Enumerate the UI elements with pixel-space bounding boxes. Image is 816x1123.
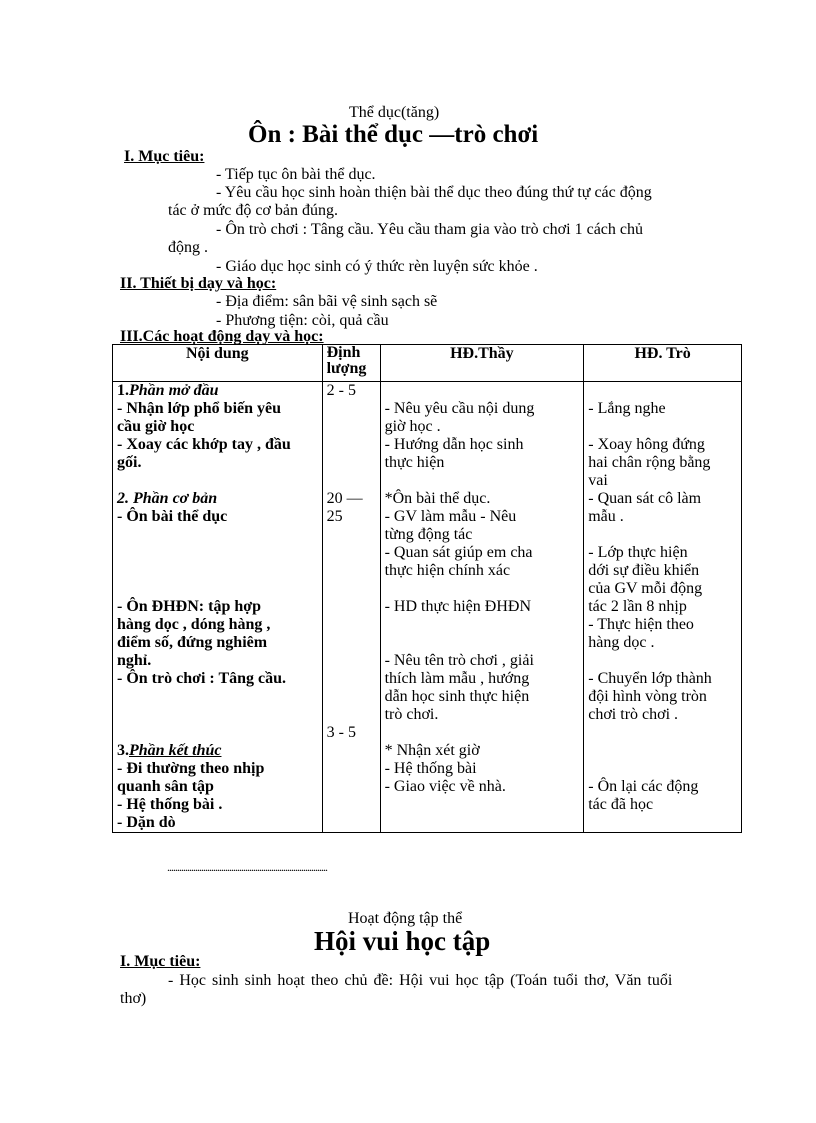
hd-thay-line: [385, 382, 580, 400]
muc-tieu-line-6: - Giáo dục học sinh có ý thức rèn luyện sức khỏe .: [216, 258, 538, 275]
dinh-luong-line: 20 —: [326, 490, 363, 507]
lesson-plan-table: [112, 344, 742, 833]
hd-tro-line: - Chuyển lớp thành: [588, 670, 712, 687]
hd-thay-line: - Quan sát giúp em cha: [384, 544, 533, 561]
hd-tro-line: dới sự điều khiển: [588, 562, 700, 579]
noi-dung-line: quanh sân tập: [117, 778, 214, 795]
noi-dung-line: - Hệ thống bài .: [117, 796, 223, 813]
cell-dinh-luong: [322, 382, 380, 833]
dinh-luong-line: [327, 472, 376, 490]
hd-thay-line: thực hiện chính xác: [384, 562, 511, 579]
noi-dung-line: điểm số, đứng nghiêm: [117, 634, 268, 651]
hd-tro-line: [588, 760, 737, 778]
hd-tro-line: - Ôn lại các động: [588, 778, 699, 795]
header-noi-dung: Nội dung: [113, 345, 323, 382]
hd-tro-line: - Lớp thực hiện: [588, 544, 688, 561]
noi-dung-line: - Nhận lớp phổ biến yêu: [117, 400, 282, 417]
noi-dung-line: [117, 472, 318, 490]
dinh-luong-line: [327, 688, 376, 706]
dinh-luong-line: [327, 544, 376, 562]
hd-tro-line: - Thực hiện theo: [588, 616, 694, 633]
section2-heading-muc-tieu: I. Mục tiêu:: [120, 953, 201, 970]
thiet-bi-line-1: - Địa điểm: sân bãi vệ sinh sạch sẽ: [216, 293, 438, 310]
section1-subtitle: Thể dục(tăng): [349, 104, 440, 121]
noi-dung-line: - Ôn bài thể dục: [117, 508, 228, 525]
hd-thay-line: - Hướng dẫn học sinh: [384, 436, 524, 453]
noi-dung-line: 1.Phần mở đầu: [117, 382, 219, 399]
noi-dung-line: - Ôn trò chơi : Tâng cầu.: [117, 670, 287, 687]
hd-tro-line: chơi trò chơi .: [588, 706, 679, 723]
header-dinh-luong: Định lượng: [322, 345, 380, 382]
hd-thay-line: dẫn học sinh thực hiện: [384, 688, 530, 705]
heading-thiet-bi: II. Thiết bị dạy và học:: [120, 275, 277, 292]
hd-tro-line: - Quan sát cô làm: [588, 490, 702, 507]
section2-line-2: thơ): [120, 990, 147, 1007]
section2-title: Hội vui học tập: [314, 926, 491, 956]
hd-thay-line: [385, 616, 580, 634]
hd-tro-line: tác 2 lần 8 nhịp: [588, 598, 687, 615]
hd-tro-line: [588, 382, 737, 400]
dinh-luong-line: [327, 634, 376, 652]
muc-tieu-line-5: động .: [168, 239, 208, 256]
dinh-luong-line: [327, 562, 376, 580]
noi-dung-line: [117, 688, 318, 706]
header-hd-thay: HĐ.Thầy: [380, 345, 584, 382]
dinh-luong-line: [327, 526, 376, 544]
section2-subtitle: Hoạt động tập thể: [348, 910, 463, 927]
cell-hd-thay: [380, 382, 584, 833]
hd-thay-line: [385, 580, 580, 598]
noi-dung-line: - Dặn dò: [117, 814, 176, 831]
dinh-luong-line: [327, 652, 376, 670]
hd-thay-line: - HD thực hiện ĐHĐN: [384, 598, 531, 615]
table-header-row: [113, 345, 742, 382]
dinh-luong-line: [327, 580, 376, 598]
table-row: [113, 382, 742, 833]
hd-tro-line: - Lắng nghe: [588, 400, 666, 417]
dinh-luong-line: [327, 400, 376, 418]
muc-tieu-line-4: - Ôn trò chơi : Tâng cầu. Yêu cầu tham gia vào trò chơi 1 cách chủ: [216, 221, 643, 238]
noi-dung-line: [117, 526, 318, 544]
noi-dung-line: - Ôn ĐHĐN: tập hợp: [117, 598, 261, 615]
dinh-luong-line: [327, 454, 376, 472]
hd-tro-line: [588, 724, 737, 742]
noi-dung-line: [117, 562, 318, 580]
dinh-luong-line: 25: [326, 508, 343, 525]
hd-tro-line: [588, 742, 737, 760]
noi-dung-line: [117, 706, 318, 724]
dinh-luong-line: 2 - 5: [326, 382, 356, 399]
muc-tieu-line-2: - Yêu cầu học sinh hoàn thiện bài thể dục theo đúng thứ tự các động: [216, 184, 652, 201]
hd-tro-line: hai chân rộng bằng: [588, 454, 711, 471]
hd-thay-line: *Ôn bài thể dục.: [384, 490, 491, 507]
hd-thay-line: [385, 634, 580, 652]
noi-dung-line: gối.: [117, 454, 142, 471]
hd-thay-line: - Nêu tên trò chơi , giải: [384, 652, 534, 669]
separator-dots: ................................................................................: [167, 860, 327, 874]
noi-dung-line: - Đi thường theo nhịp: [117, 760, 265, 777]
hd-thay-line: - Hệ thống bài: [384, 760, 477, 777]
hd-tro-line: hàng dọc .: [588, 634, 655, 651]
hd-tro-line: đội hình vòng tròn: [588, 688, 707, 705]
hd-tro-line: tác đã học: [588, 796, 654, 813]
muc-tieu-line-3: tác ở mức độ cơ bản đúng.: [168, 202, 338, 219]
hd-tro-line: [588, 418, 737, 436]
hd-thay-line: giờ học .: [384, 418, 441, 435]
heading-hoat-dong: III.Các hoạt động dạy và học:: [120, 328, 324, 345]
hd-tro-line: [588, 652, 737, 670]
noi-dung-line: [117, 724, 318, 742]
thiet-bi-line-2: - Phương tiện: còi, quả cầu: [216, 312, 389, 329]
dinh-luong-line: 3 - 5: [326, 724, 356, 741]
hd-tro-line: [588, 526, 737, 544]
hd-thay-line: - GV làm mẫu - Nêu: [384, 508, 517, 525]
cell-hd-tro: [584, 382, 742, 833]
noi-dung-line: 3.Phần kết thúc: [117, 742, 222, 759]
dinh-luong-line: [327, 436, 376, 454]
noi-dung-line: [117, 580, 318, 598]
muc-tieu-line-1: - Tiếp tục ôn bài thể dục.: [216, 166, 376, 183]
dinh-luong-line: [327, 418, 376, 436]
hd-tro-line: của GV mỗi động: [588, 580, 703, 597]
dinh-luong-line: [327, 670, 376, 688]
noi-dung-line: nghỉ.: [117, 652, 152, 669]
hd-thay-line: thực hiện: [384, 454, 445, 471]
noi-dung-line: [117, 544, 318, 562]
noi-dung-line: - Xoay các khớp tay , đầu: [117, 436, 291, 453]
hd-thay-line: [385, 724, 580, 742]
hd-thay-line: [385, 472, 580, 490]
hd-thay-line: - Nêu yêu cầu nội dung: [384, 400, 535, 417]
header-hd-tro: HĐ. Trò: [584, 345, 742, 382]
hd-thay-line: - Giao việc về nhà.: [384, 778, 506, 795]
hd-tro-line: mẫu .: [588, 508, 624, 525]
noi-dung-line: cầu giờ học: [117, 418, 195, 435]
section2-line-1: - Học sinh sinh hoạt theo chủ đề: Hội vui học tập (Toán tuổi thơ, Văn tuổi: [168, 972, 673, 989]
hd-thay-line: thích làm mẫu , hướng: [384, 670, 530, 687]
hd-tro-line: vai: [588, 472, 608, 489]
hd-tro-line: - Xoay hông đứng: [588, 436, 705, 453]
section1-title: Ôn : Bài thể dục —trò chơi: [248, 121, 539, 148]
dinh-luong-line: [327, 598, 376, 616]
hd-thay-line: trò chơi.: [384, 706, 439, 723]
cell-noi-dung: [113, 382, 323, 833]
dinh-luong-line: [327, 706, 376, 724]
noi-dung-line: hàng dọc , dóng hàng ,: [117, 616, 271, 633]
dinh-luong-line: [327, 616, 376, 634]
heading-muc-tieu: I. Mục tiêu:: [124, 148, 205, 165]
hd-thay-line: từng động tác: [384, 526, 473, 543]
hd-thay-line: * Nhận xét giờ: [384, 742, 480, 759]
noi-dung-line: 2. Phần cơ bản: [117, 490, 218, 507]
